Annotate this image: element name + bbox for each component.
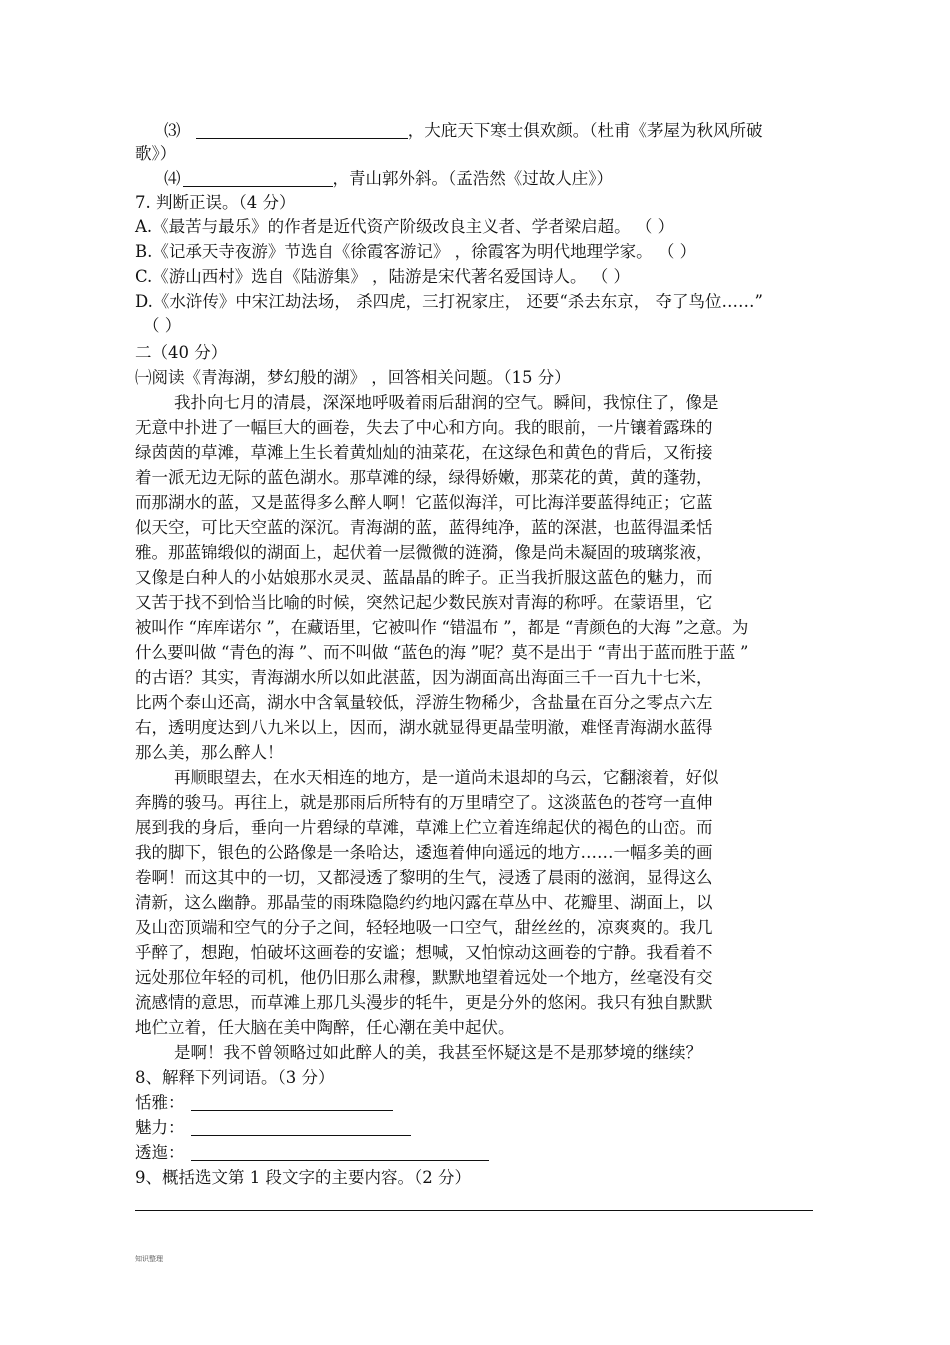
q8-word-3 — [135, 1142, 489, 1164]
q8-word-1-answer-blank[interactable] — [191, 1094, 393, 1111]
passage-p1-line: 无意中扑进了一幅巨大的画卷，失去了中心和方向。我的眼前，一片镶着露珠的 — [135, 418, 713, 437]
passage-p2-line: 奔腾的骏马。再往上，就是那雨后所特有的万里晴空了。这淡蓝色的苍穹一直伸 — [135, 793, 713, 812]
page-footer: 知识整理 — [135, 1255, 163, 1263]
q6-item3-text: ，大庇天下寒士俱欢颜。（杜甫《茅屋为秋风所破 — [407, 121, 763, 140]
q8-word-2-answer-blank[interactable] — [191, 1119, 411, 1136]
q9-heading: 9、概括选文第 1 段文字的主要内容。（2 分） — [135, 1168, 471, 1187]
q8-word-1-label: 恬雅： — [135, 1093, 185, 1112]
q8-word-1 — [135, 1092, 393, 1114]
passage-p1-line: 似天空，可比天空蓝的深沉。青海湖的蓝，蓝得纯净，蓝的深湛，也蓝得温柔恬 — [135, 518, 713, 537]
q7-option-b: B.《记承天寺夜游》节选自《徐霞客游记》 ，徐霞客为明代地理学家。 （ ） — [135, 242, 697, 261]
q8-word-2 — [135, 1117, 411, 1139]
q8-word-2-label: 魅力： — [135, 1118, 185, 1137]
q7-option-c: C.《游山西村》选自《陆游集》 ，陆游是宋代著名爱国诗人。 （ ） — [135, 267, 631, 286]
q6-item4-answer-blank[interactable] — [183, 170, 333, 187]
reading-heading: ㈠阅读《青海湖，梦幻般的湖》 ，回答相关问题。（15 分） — [135, 368, 571, 387]
passage-p2-line: 地伫立着，任大脑在美中陶醉，任心潮在美中起伏。 — [135, 1018, 515, 1037]
passage-p2-line: 乎醉了，想跑，怕破坏这画卷的安谧；想喊，又怕惊动这画卷的宁静。我看着不 — [135, 943, 713, 962]
q8-word-3-answer-blank[interactable] — [191, 1144, 489, 1161]
q6-item3 — [164, 120, 763, 142]
q8-heading: 8、解释下列词语。（3 分） — [135, 1068, 335, 1087]
passage-p3: 是啊！我不曾领略过如此醉人的美，我甚至怀疑这是不是那梦境的继续？ — [174, 1043, 702, 1062]
q6-item3-continued: 歌》） — [135, 144, 177, 163]
passage-p1-line: 雅。那蓝锦缎似的湖面上，起伏着一层微微的涟漪，像是尚未凝固的玻璃浆液， — [135, 543, 713, 562]
q6-item3-answer-blank[interactable] — [196, 122, 408, 139]
q8-word-3-label: 透迤： — [135, 1143, 185, 1162]
passage-p1-line: 那么美，那么醉人！ — [135, 743, 284, 762]
passage-p1-line: 什么要叫做 “青色的海 ”、而不叫做 “蓝色的海 ”呢？莫不是出于 “青出于蓝而胜于蓝 ” — [135, 643, 749, 662]
passage-p1-line: 又像是白种人的小姑娘那水灵灵、蓝晶晶的眸子。正当我折服这蓝色的魅力，而 — [135, 568, 713, 587]
passage-p1-line: 右，透明度达到八九米以上，因而，湖水就显得更晶莹明澈，难怪青海湖水蓝得 — [135, 718, 713, 737]
q6-item3-number: ⑶ — [164, 121, 181, 140]
q7-heading: 7. 判断正误。（4 分） — [135, 193, 296, 212]
passage-p1-line: 的古语？其实，青海湖水所以如此湛蓝，因为湖面高出海面三千一百九十七米， — [135, 668, 713, 687]
passage-p1-line: 绿茵茵的草滩，草滩上生长着黄灿灿的油菜花，在这绿色和黄色的背后，又衔接 — [135, 443, 713, 462]
q7-option-d: D.《水浒传》中宋江劫法场， 杀四虎，三打祝家庄， 还要“杀去东京， 夺了鸟位……” — [135, 292, 763, 311]
passage-p1-line: 又苦于找不到恰当比喻的时候，突然记起少数民族对青海的称呼。在蒙语里，它 — [135, 593, 713, 612]
q6-item4 — [164, 168, 613, 190]
passage-p2-line: 展到我的身后，垂向一片碧绿的草滩，草滩上伫立着连绵起伏的褐色的山峦。而 — [135, 818, 713, 837]
q9-answer-line[interactable] — [135, 1210, 813, 1211]
q7-option-a: A.《最苦与最乐》的作者是近代资产阶级改良主义者、学者梁启超。 （ ） — [135, 217, 675, 236]
passage-p1-line: 比两个泰山还高，湖水中含氧量较低，浮游生物稀少，含盐量在百分之零点六左 — [135, 693, 713, 712]
passage-p2-line: 卷啊！而这其中的一切，又都浸透了黎明的生气，浸透了晨雨的滋润，显得这么 — [135, 868, 713, 887]
passage-p2-line: 清新，这么幽静。那晶莹的雨珠隐隐约约地闪露在草丛中、花瓣里、湖面上，以 — [135, 893, 713, 912]
passage-p1-line: 而那湖水的蓝，又是蓝得多么醉人啊！它蓝似海洋，可比海洋要蓝得纯正；它蓝 — [135, 493, 713, 512]
section2-heading: 二（40 分） — [135, 343, 228, 362]
q6-item4-text: ，青山郭外斜。（孟浩然《过故人庄》） — [332, 169, 613, 188]
passage-p2-line: 远处那位年轻的司机，他仍旧那么肃穆，默默地望着远处一个地方，丝毫没有交 — [135, 968, 713, 987]
passage-p2-line: 及山峦顶端和空气的分子之间，轻轻地吸一口空气，甜丝丝的，凉爽爽的。我几 — [135, 918, 713, 937]
passage-p2-line: 我的脚下，银色的公路像是一条哈达，逶迤着伸向遥远的地方……一幅多美的画 — [135, 843, 713, 862]
passage-p1-line: 被叫作 “库库诺尔 ”，在藏语里，它被叫作 “错温布 ”，都是 “青颜色的大海 ”之意。为 — [135, 618, 749, 637]
q6-item4-number: ⑷ — [164, 169, 181, 188]
q7-option-d-bracket: （ ） — [143, 316, 182, 335]
passage-p1-line: 着一派无边无际的蓝色湖水。那草滩的绿，绿得娇嫩，那菜花的黄，黄的蓬勃， — [135, 468, 713, 487]
passage-p2-line: 流感情的意思，而草滩上那几头漫步的牦牛，更是分外的悠闲。我只有独自默默 — [135, 993, 713, 1012]
passage-p1-line: 我扑向七月的清晨，深深地呼吸着雨后甜润的空气。瞬间，我惊住了，像是 — [174, 393, 719, 412]
passage-p2-line: 再顺眼望去，在水天相连的地方，是一道尚未退却的乌云，它翻滚着，好似 — [174, 768, 719, 787]
